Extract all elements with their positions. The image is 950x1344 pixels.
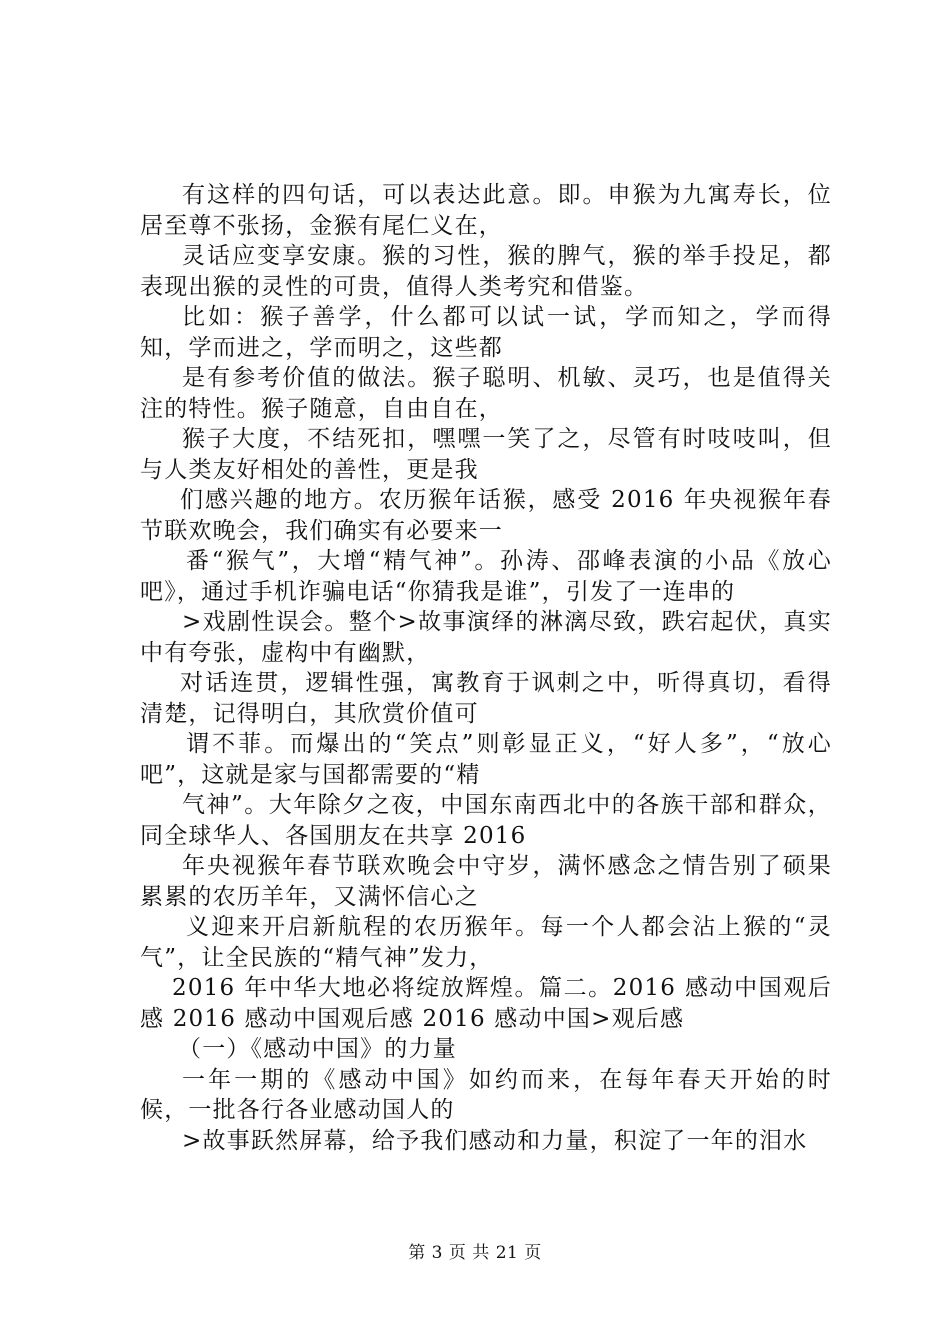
paragraph: 们感兴趣的地方。农历猴年话猴，感受 2016 年央视猴年春节联欢晚会，我们确实有必要来一 (140, 487, 832, 544)
paragraph: >戏剧性误会。整个>故事演绎的淋漓尽致，跌宕起伏，真实中有夸张，虚构中有幽默， (140, 609, 832, 666)
paragraph: 猴子大度，不结死扣，嘿嘿一笑了之，尽管有时吱吱叫，但与人类友好相处的善性，更是我 (140, 426, 832, 483)
page-footer (0, 1243, 950, 1263)
paragraph: 一年一期的《感动中国》如约而来，在每年春天开始的时候，一批各行各业感动国人的 (140, 1066, 832, 1123)
paragraph: >故事跃然屏幕，给予我们感动和力量，积淀了一年的泪水 (182, 1127, 808, 1154)
page-number-label: 第 3 页 共 21 页 (408, 1243, 542, 1263)
paragraph: 义迎来开启新航程的农历猴年。每一个人都会沾上猴的“灵气”，让全民族的“精气神”发力， (140, 914, 832, 971)
section-heading: （一）《感动中国》的力量 (178, 1036, 457, 1062)
paragraph: 对话连贯，逻辑性强，寓教育于讽刺之中，听得真切，看得清楚，记得明白，其欣赏价值可 (140, 670, 832, 727)
paragraph: 有这样的四句话，可以表达此意。即。申猴为九寓寿长，位居至尊不张扬，金猴有尾仁义在， (140, 182, 832, 239)
paragraph: 2016 年中华大地必将绽放辉煌。篇二。2016 感动中国观后感 2016 感动中国观后感 2016 感动中国>观后感 (140, 975, 832, 1032)
document-body (140, 180, 832, 1156)
paragraph: 年央视猴年春节联欢晚会中守岁，满怀感念之情告别了硕果累累的农历羊年，又满怀信心之 (140, 853, 832, 910)
paragraph: 比如：猴子善学，什么都可以试一试，学而知之，学而得知，学而进之，学而明之，这些都 (140, 304, 832, 361)
paragraph: 谓不菲。而爆出的“笑点”则彰显正义，“好人多”，“放心吧”，这就是家与国都需要的“精 (140, 731, 832, 788)
paragraph: 灵话应变享安康。猴的习性，猴的脾气，猴的举手投足，都表现出猴的灵性的可贵，值得人类考究和借鉴。 (140, 243, 832, 300)
paragraph: 气神”。大年除夕之夜，中国东南西北中的各族干部和群众，同全球华人、各国朋友在共享 2016 (140, 792, 832, 849)
paragraph: 是有参考价值的做法。猴子聪明、机敏、灵巧，也是值得关注的特性。猴子随意，自由自在， (140, 365, 832, 422)
paragraph: 番“猴气”，大增“精气神”。孙涛、邵峰表演的小品《放心吧》，通过手机诈骗电话“你猜我是谁”，引发了一连串的 (140, 548, 832, 605)
